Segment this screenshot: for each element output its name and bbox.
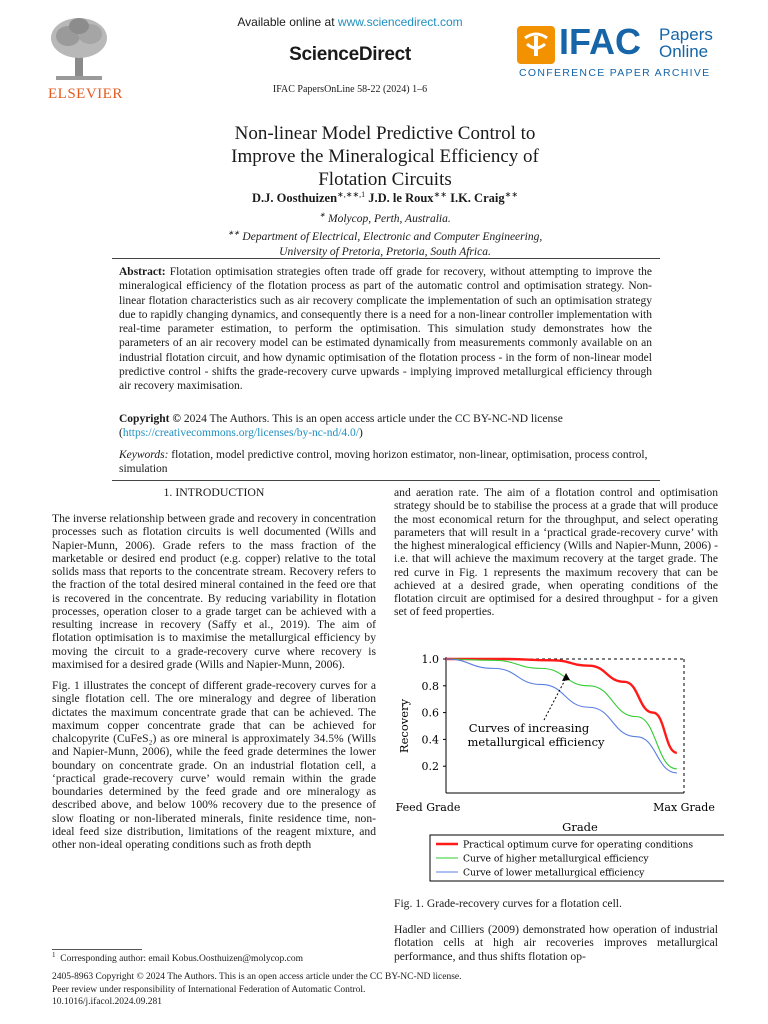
keywords-text: flotation, model predictive control, moving horizon estimator, non-linear, optimisation, process control, simulation [119, 449, 648, 476]
abstract-top-rule [112, 258, 660, 259]
chart-labels [396, 653, 715, 834]
right-column-bottom [394, 923, 718, 971]
y-tick-label: 0.8 [421, 679, 439, 693]
title-line-2: Improve the Mineralogical Efficiency of [231, 146, 539, 167]
x-tick-label-feed-grade: Feed Grade [395, 801, 461, 814]
y-tick-label: 0.6 [421, 706, 439, 720]
footnote-text: Corresponding author: email Kobus.Oosthuizen@molycop.com [60, 954, 304, 965]
abstract-text: Flotation optimisation strategies often trade off grade for recovery, without attempting to improve the mineralogical efficiency of the flotation process as part of the automatic control and optimisation strategy. Non-linear flotation characteristics such as air recovery complicate the implementation of such an optimisation strategy due to rapidly changing dynamics, and consequently there is a need for a non-linear controller implementation with real-time parameter estimation, to perform the optimisation. This simulation study demonstrates how the parameters of an air recovery model can be estimated dynamically from measurements commonly available on an industrial flotation circuit, and how dynamic optimisation of the flotation process - in the form of non-linear model predictive control - shifts the grade-recovery curve upwards - implying improved metallurgical efficiency through air recovery maximisation. [119, 266, 653, 393]
title-line-1: Non-linear Model Predictive Control to [234, 123, 536, 144]
copyright-label: Copyright © [119, 413, 181, 425]
series-line-2 [446, 659, 677, 769]
elsevier-logo [48, 14, 123, 103]
abstract-bottom-rule [112, 480, 660, 481]
keywords-label: Keywords: [119, 449, 169, 461]
annotation-line-2: metallurgical efficiency [467, 735, 605, 749]
author-3: I.K. Craig [450, 191, 505, 206]
y-tick-label: 0.2 [421, 760, 439, 774]
ifac-logo [517, 21, 722, 82]
doi-line: 10.1016/j.ifacol.2024.09.281 [52, 997, 163, 1007]
elsevier-wordmark: ELSEVIER [48, 86, 123, 102]
available-online [200, 15, 500, 29]
affiliation-2: ∗∗ Department of Electrical, Electronic and Computer Engineering, [227, 229, 543, 244]
footnote-rule [52, 949, 142, 950]
legend-label-2: Curve of higher metallurgical efficiency [463, 853, 649, 865]
chart-legend [430, 835, 724, 881]
right-paragraph-1: and aeration rate. The aim of a flotation control and optimisation strategy should be to stabilise the process at a grade that will produce the most economical return for the throughput, and select operating parameters that will result in a ‘practical grade-recovery curve’ with the highest mineralogical efficiency (Wills and Napier-Munn, 2006) - i.e. that will achieve the maximum recovery at the target grade. The red curve in Fig. 1 represents the maximum recovery that can be achieved at a desired grade, when operating conditions of the flotation circuit are optimised for a desired throughput - for a given set of feed properties. [394, 486, 718, 619]
elsevier-tree-icon [48, 14, 110, 84]
footnote [52, 951, 376, 964]
sciencedirect-wordmark: ScienceDirect [289, 44, 411, 65]
right-paragraph-2: Hadler and Cilliers (2009) demonstrated how operation of industrial flotation cells at high air recoveries improves metallurgical performance, and thus shifts flotation op- [394, 923, 718, 963]
ifac-brand: IFAC [559, 21, 642, 62]
ifac-papers: Papers [659, 25, 713, 44]
section-heading: 1. INTRODUCTION [163, 485, 265, 499]
annotation-arrowhead [562, 673, 570, 681]
right-column-top [394, 486, 718, 627]
legend-label-3: Curve of lower metallurgical efficiency [463, 867, 645, 879]
journal-line: IFAC PapersOnLine 58-22 (2024) 1–6 [272, 84, 428, 95]
affiliation-2-cont: University of Pretoria, Pretoria, South Africa. [279, 245, 491, 258]
issn-line: 2405-8963 Copyright © 2024 The Authors. This is an open access article under the CC BY-NC-ND license. [52, 972, 462, 982]
abstract-label: Abstract: [119, 266, 166, 278]
footnote-mark: 1 [52, 951, 56, 959]
author-2: J.D. le Roux [368, 191, 434, 206]
keywords-block [119, 448, 652, 477]
x-tick-label-max-grade: Max Grade [653, 801, 715, 814]
ifac-online: Online [659, 42, 709, 61]
intro-paragraph-1: The inverse relationship between grade and recovery in concentration processes such as flotation circuits is well documented (Wills and Napier-Munn, 2006). Grade refers to the mass fraction of the marketable or desired end product (e.g. copper) relative to the total solids mass that reports to the concentrate stream. Recovery refers to the fraction of the total desired mineral contained in the feed ore that is recovered in the concentrate. By reducing variability in flotation processes, operation closer to a grade target can be achieved with a resulting increase in recovery (Saffy et al., 2019). The aim of flotation optimisation is to maximise the metallurgical efficiency by moving the circuit to a grade-recovery curve where recovery is maximised for a desired grade (Wills and Napier-Munn, 2006). [52, 512, 376, 671]
available-prefix: Available online at [237, 15, 338, 29]
author-2-sup: ∗∗ [433, 190, 447, 199]
figure-1 [394, 645, 724, 885]
license-link[interactable]: https://creativecommons.org/licenses/by-nc-nd/4.0/ [122, 427, 359, 440]
figure-caption: Fig. 1. Grade-recovery curves for a flotation cell. [394, 897, 622, 910]
affiliations [100, 208, 670, 259]
sciencedirect-link[interactable]: www.sciencedirect.com [337, 15, 463, 29]
y-tick-label: 0.4 [421, 733, 439, 747]
annotation-line-1: Curves of increasing [468, 721, 590, 735]
abstract-block [119, 265, 652, 394]
intro-paragraph-2: Fig. 1 illustrates the concept of different grade-recovery curves for a single flotation cell. The ore mineralogy and degree of liberation dictates the maximum concentrate grade that can be achieved. The maximum copper concentrate grade that can be achieved for chalcopyrite (CuFeS₂) as ore mineral is approximately 34.5% (Wills and Napier-Munn, 2006), while the feed grade determines the lower boundary on concentrate grade. On an industrial flotation cell, a ‘practical grade-recovery curve’ would remain within the grade boundaries determined by the feed grade and ore mineralogy as described above, and below 100% recovery due to the presence of slow floating or non-liberated minerals, finite residence time, non-ideal feed size distribution, limitations of the reagent mixture, and other non-ideal operating conditions such as froth depth [52, 679, 376, 851]
peer-review-line: Peer review under responsibility of International Federation of Automatic Control. [52, 984, 366, 995]
grade-recovery-chart [394, 645, 724, 885]
affiliation-1: ∗ Molycop, Perth, Australia. [319, 211, 451, 225]
annotation-arrow-line [544, 678, 566, 720]
author-1-sup: ∗,∗∗,1 [337, 190, 366, 199]
bottom-info [52, 971, 732, 1009]
copyright-text: 2024 The Authors. This is an open access article under the CC BY-NC-ND license [180, 413, 563, 425]
ifac-archive: CONFERENCE PAPER ARCHIVE [519, 67, 711, 79]
y-axis-label: Recovery [397, 698, 411, 754]
author-1: D.J. Oosthuizen [251, 191, 338, 206]
paper-title [100, 122, 670, 191]
left-column [52, 512, 376, 859]
x-axis-label: Grade [562, 820, 598, 834]
legend-label-1: Practical optimum curve for operating conditions [463, 839, 694, 851]
series-line-3 [446, 659, 677, 773]
title-line-3: Flotation Circuits [318, 169, 452, 190]
ifac-emblem-icon [517, 26, 555, 64]
copyright-block: Copyright © 2024 The Authors. This is an open access article under the CC BY-NC-ND license (https://creativecommons.org/licenses/by-nc-nd/4.0/) [119, 413, 563, 440]
chart-series [446, 659, 677, 773]
author-3-sup: ∗∗ [504, 190, 519, 199]
author-list [100, 190, 670, 206]
y-tick-label: 1.0 [421, 653, 439, 666]
